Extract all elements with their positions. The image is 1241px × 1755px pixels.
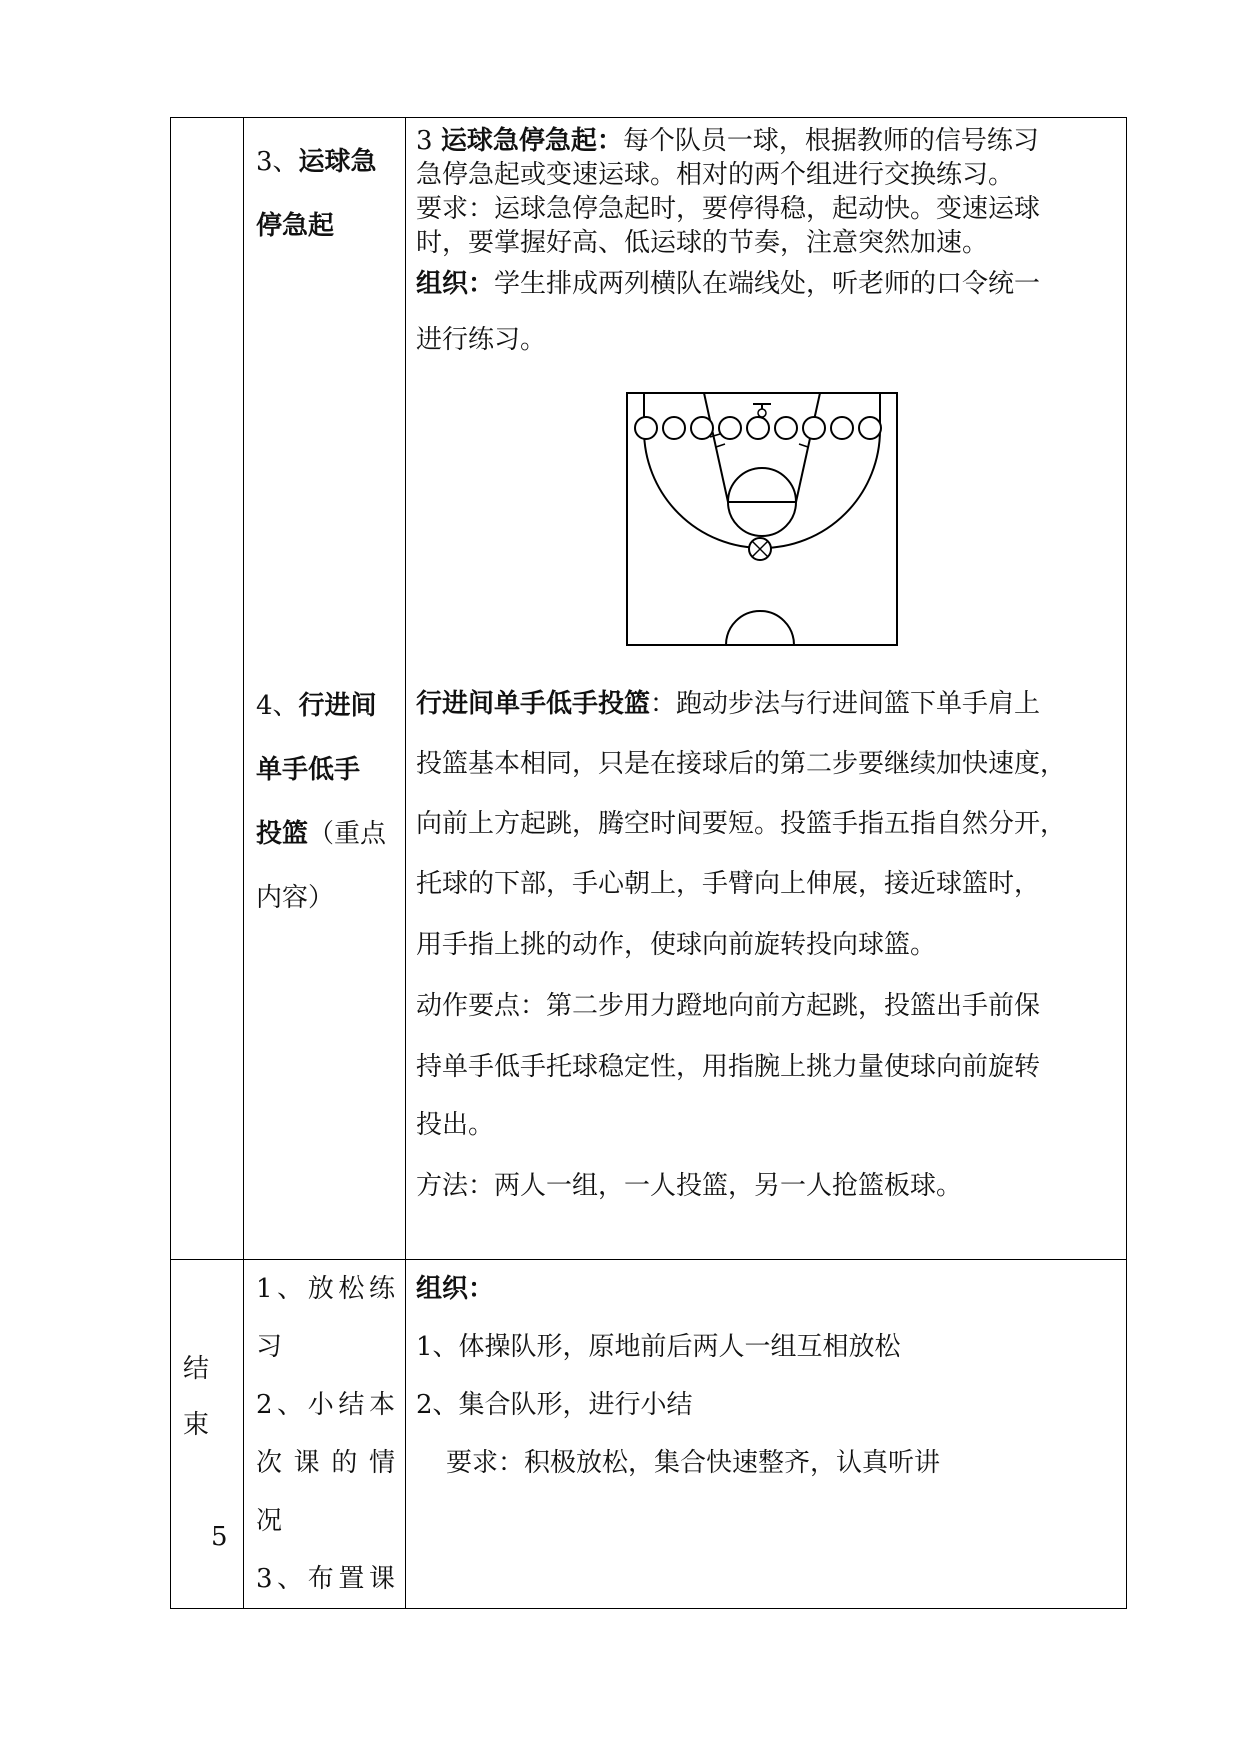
phase-label-char-1: 结: [183, 1354, 210, 1384]
s4-line9: 方法：两人一组，一人投篮，另一人抢篮板球。: [416, 1171, 963, 1201]
lane-line-left: [704, 393, 728, 502]
s4-line2: 投篮基本相同，只是在接球后的第二步要继续加快速度，: [416, 749, 1067, 779]
s3-line3: 要求：运球急停急起时，要停得稳，起动快。变速运球: [416, 194, 1041, 224]
s3-line4: 时，要掌握好高、低运球的节奏，注意突然加速。: [416, 228, 989, 258]
three-point-arc: [644, 430, 880, 548]
ending-item-line: 1、放松练: [256, 1274, 395, 1304]
ending-method-cell: [406, 1260, 1127, 1609]
player-marker: [691, 417, 713, 439]
player-row: [635, 417, 881, 439]
ending-item-line: 习: [256, 1332, 283, 1362]
player-marker: [803, 417, 825, 439]
phase-cell-ending: [171, 1260, 244, 1609]
item-3-line2: 停急起: [256, 211, 335, 241]
ending-method: [406, 1260, 1126, 1492]
ending-item-line: 况: [256, 1506, 283, 1536]
ending-content-cell: [244, 1260, 406, 1609]
phase-label-char-2: 束: [183, 1410, 210, 1440]
center-circle-half: [726, 611, 794, 645]
ending-org-line1: 1、体操队形，原地前后两人一组互相放松: [416, 1332, 901, 1362]
free-throw-circle-bottom: [728, 502, 796, 536]
player-marker: [747, 417, 769, 439]
ending-item-line: 2、小结本: [256, 1390, 395, 1420]
lane-mark-right-1: [799, 444, 808, 447]
s4-line4: 托球的下部，手心朝上，手臂向上伸展，接近球篮时，: [416, 869, 1041, 899]
lane-mark-left-1: [716, 444, 725, 447]
ball-marker: [749, 538, 771, 560]
s4-line5: 用手指上挑的动作，使球向前旋转投向球篮。: [416, 930, 937, 960]
player-marker: [831, 417, 853, 439]
phase-cell-empty: [171, 118, 244, 1260]
ending-item-line: 3、布置课: [256, 1564, 395, 1594]
lane-line-right: [796, 393, 820, 502]
player-marker: [859, 417, 881, 439]
item-3-line1: 3、运球急: [256, 147, 377, 177]
player-marker: [635, 417, 657, 439]
item-4-line1: 4、行进间: [256, 691, 377, 721]
ending-item-line: 次课的情: [256, 1448, 395, 1478]
method-cell: [406, 118, 1127, 1260]
ending-org-label: 组织：: [416, 1274, 495, 1304]
free-throw-circle-top: [728, 468, 796, 502]
ending-requirement: 要求：积极放松，集合快速整齐，认真听讲: [446, 1448, 941, 1478]
phase-minutes: 5: [211, 1522, 228, 1552]
content-items: [244, 118, 405, 930]
s4-line7: 持单手低手托球稳定性，用指腕上挑力量使球向前旋转: [416, 1052, 1041, 1082]
s3-org-line2: 进行练习。: [416, 325, 547, 355]
item-4-line2: 单手低手: [256, 755, 361, 785]
player-marker: [663, 417, 685, 439]
ending-items: [244, 1260, 405, 1608]
s3-line2: 急停急起或变速运球。相对的两个组进行交换练习。: [416, 160, 1015, 190]
lesson-plan-table: [170, 117, 1127, 1609]
player-marker: [719, 417, 741, 439]
ending-row: [171, 1260, 1127, 1609]
s4-line3: 向前上方起跳，腾空时间要短。投篮手指五指自然分开，: [416, 809, 1067, 839]
basketball-court-diagram: [626, 392, 898, 646]
ending-org-line2: 2、集合队形，进行小结: [416, 1390, 693, 1420]
content-cell: [244, 118, 406, 1260]
basket-rim: [758, 409, 766, 417]
method-section-3: [406, 118, 1126, 1218]
player-marker: [775, 417, 797, 439]
practice-row: [171, 118, 1127, 1260]
s3-line1: 3 运球急停急起：每个队员一球，根据教师的信号练习: [416, 126, 1039, 156]
half-court-svg: [626, 392, 898, 646]
s3-org-line1: 组织：学生排成两列横队在端线处，听老师的口令统一: [416, 269, 1041, 299]
s4-line1: 行进间单手低手投篮：跑动步法与行进间篮下单手肩上: [416, 689, 1041, 719]
s4-line6: 动作要点：第二步用力蹬地向前方起跳，投篮出手前保: [416, 991, 1041, 1021]
s4-line8: 投出。: [416, 1110, 495, 1140]
item-4-line3: 投篮（重点: [256, 819, 387, 849]
item-4-line4: 内容）: [256, 883, 335, 913]
